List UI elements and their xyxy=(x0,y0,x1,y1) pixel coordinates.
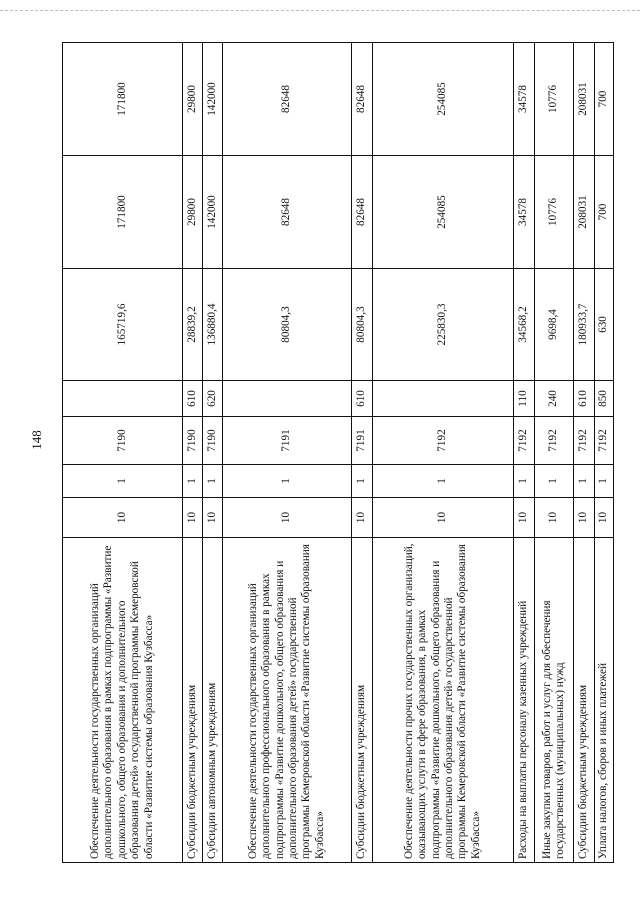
col-target: 7192 xyxy=(514,417,535,465)
col-target: 7192 xyxy=(574,417,595,465)
col-value-2: 208031 xyxy=(574,156,595,269)
col-ved: 10 xyxy=(514,498,535,538)
table-row xyxy=(595,43,614,863)
col-value-1: 165719,6 xyxy=(63,269,183,381)
col-expense-type: 620 xyxy=(203,381,223,417)
col-target: 7192 xyxy=(595,417,614,465)
col-ved: 10 xyxy=(223,498,352,538)
col-value-1: 136880,4 xyxy=(203,269,223,381)
row-name: Субсидии бюджетным учреждениям xyxy=(352,538,373,863)
row-name: Уплата налогов, сборов и иных платежей xyxy=(595,538,614,863)
col-value-2: 34578 xyxy=(514,156,535,269)
col-expense-type xyxy=(63,381,183,417)
col-target: 7191 xyxy=(352,417,373,465)
col-value-2: 10776 xyxy=(535,156,574,269)
col-value-1: 80804,3 xyxy=(223,269,352,381)
col-value-1: 180933,7 xyxy=(574,269,595,381)
col-ved: 10 xyxy=(352,498,373,538)
col-razdel: 1 xyxy=(352,465,373,498)
col-value-3: 171800 xyxy=(63,43,183,156)
page-number: 148 xyxy=(29,430,44,450)
col-value-3: 208031 xyxy=(574,43,595,156)
col-ved: 10 xyxy=(574,498,595,538)
col-razdel: 1 xyxy=(574,465,595,498)
col-value-2: 254085 xyxy=(373,156,514,269)
col-target: 7192 xyxy=(535,417,574,465)
table-row xyxy=(63,43,183,863)
table-row xyxy=(514,43,535,863)
table-row xyxy=(535,43,574,863)
col-expense-type xyxy=(373,381,514,417)
col-ved: 10 xyxy=(535,498,574,538)
row-name: Обеспечение деятельности государственных организаций дополнительного образования в рамках подпрограммы «Развитие дошкольного, общего образования и дополнительного образования детей» государственной программы Кемеровской области «Развитие системы образования Кузбасса» xyxy=(63,538,183,863)
col-value-3: 254085 xyxy=(373,43,514,156)
col-value-2: 82648 xyxy=(352,156,373,269)
rotated-content xyxy=(62,43,608,863)
col-value-3: 10776 xyxy=(535,43,574,156)
col-razdel: 1 xyxy=(63,465,183,498)
col-ved: 10 xyxy=(203,498,223,538)
col-razdel: 1 xyxy=(223,465,352,498)
col-expense-type: 610 xyxy=(352,381,373,417)
col-expense-type: 850 xyxy=(595,381,614,417)
col-value-2: 29800 xyxy=(183,156,203,269)
col-razdel: 1 xyxy=(535,465,574,498)
row-name: Субсидии бюджетным учреждениям xyxy=(574,538,595,863)
col-target: 7190 xyxy=(203,417,223,465)
col-ved: 10 xyxy=(595,498,614,538)
col-value-3: 29800 xyxy=(183,43,203,156)
row-name: Обеспечение деятельности прочих государственных организаций, оказывающих услуги в сфере образования, в рамках подпрограммы «Развитие дошкольного, общего образования и дополнительного образования детей» государственной программы Кемеровской области «Развитие системы образования Кузбасса» xyxy=(373,538,514,863)
col-value-1: 225830,3 xyxy=(373,269,514,381)
col-value-2: 700 xyxy=(595,156,614,269)
table-row xyxy=(352,43,373,863)
scan-top-edge xyxy=(0,10,640,12)
col-ved: 10 xyxy=(63,498,183,538)
col-value-2: 82648 xyxy=(223,156,352,269)
row-name: Иные закупки товаров, работ и услуг для обеспечения государственных (муниципальных) нужд xyxy=(535,538,574,863)
col-ved: 10 xyxy=(373,498,514,538)
col-value-3: 700 xyxy=(595,43,614,156)
row-name: Обеспечение деятельности государственных организаций дополнительного профессионального образования в рамках подпрограммы «Развитие дошкольного, общего образования и дополнительного образования детей» государственной программы Кемеровской области «Развитие системы образования Кузбасса» xyxy=(223,538,352,863)
table-row xyxy=(203,43,223,863)
col-razdel: 1 xyxy=(183,465,203,498)
rotated-table-frame xyxy=(62,43,608,863)
col-target: 7190 xyxy=(63,417,183,465)
col-ved: 10 xyxy=(183,498,203,538)
row-name: Субсидии бюджетным учреждениям xyxy=(183,538,203,863)
col-expense-type: 610 xyxy=(574,381,595,417)
col-razdel: 1 xyxy=(595,465,614,498)
table-row xyxy=(574,43,595,863)
col-razdel: 1 xyxy=(203,465,223,498)
col-value-1: 34568,2 xyxy=(514,269,535,381)
table-body xyxy=(63,43,614,863)
table-row xyxy=(183,43,203,863)
col-razdel: 1 xyxy=(514,465,535,498)
col-value-3: 34578 xyxy=(514,43,535,156)
row-name: Расходы на выплаты персоналу казенных учреждений xyxy=(514,538,535,863)
col-target: 7190 xyxy=(183,417,203,465)
col-value-2: 142000 xyxy=(203,156,223,269)
col-value-1: 630 xyxy=(595,269,614,381)
col-expense-type: 610 xyxy=(183,381,203,417)
col-expense-type xyxy=(223,381,352,417)
table-row xyxy=(373,43,514,863)
col-razdel: 1 xyxy=(373,465,514,498)
col-value-2: 171800 xyxy=(63,156,183,269)
col-value-3: 82648 xyxy=(352,43,373,156)
col-expense-type: 240 xyxy=(535,381,574,417)
col-value-1: 9698,4 xyxy=(535,269,574,381)
col-value-3: 82648 xyxy=(223,43,352,156)
col-expense-type: 110 xyxy=(514,381,535,417)
col-target: 7192 xyxy=(373,417,514,465)
budget-table xyxy=(62,42,614,863)
row-name: Субсидии автономным учреждениям xyxy=(203,538,223,863)
col-target: 7191 xyxy=(223,417,352,465)
col-value-1: 28839,2 xyxy=(183,269,203,381)
col-value-1: 80804,3 xyxy=(352,269,373,381)
col-value-3: 142000 xyxy=(203,43,223,156)
table-row xyxy=(223,43,352,863)
